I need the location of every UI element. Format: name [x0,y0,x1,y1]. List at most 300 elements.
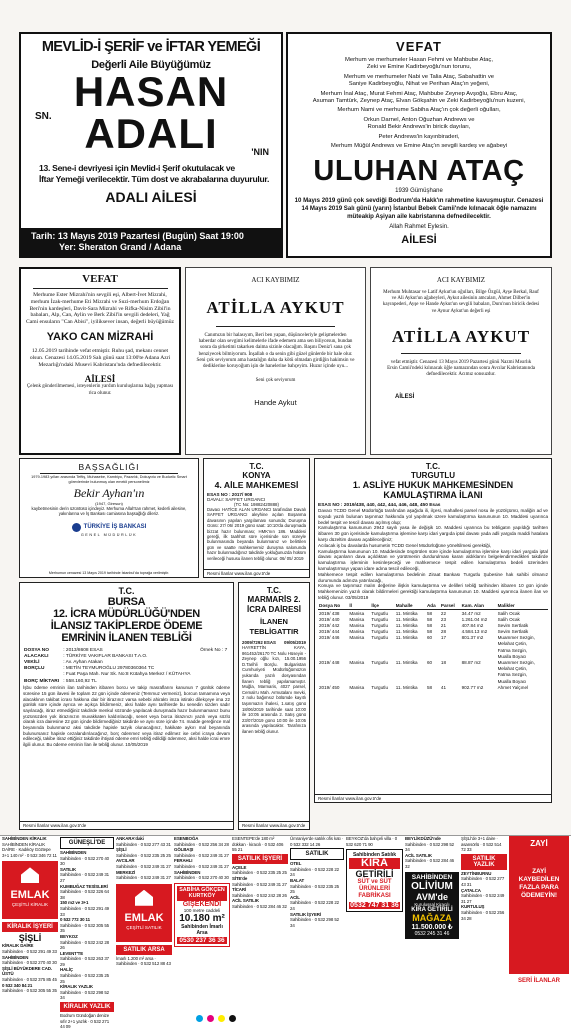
atilla2-family: AİLESİ [395,394,415,401]
table-cell: 28 [440,629,447,635]
table-cell: Turgutlu [371,684,388,690]
field-cell: Örnek No : 7 [200,647,228,653]
classified-line: Sahibinden · 0 532 235 25 25 [60,973,110,984]
table-cell: Fatma Sezgin, [497,672,528,678]
field-cell: ALACAKLI [24,653,49,659]
classified-line: ZAYİ [532,868,546,875]
mevlid-family: ADALI AİLESİ [105,189,197,205]
konya-footer-text: Resmi İlanlar www.ilan.gov.tr'de [207,571,271,576]
vefat-line: Peter Andrews'in kayınbiraderi, [378,133,460,140]
turgutlu-p3: Acılacak iş bu davalarda husumetin TCDD Genel Müdürlüğüne yöneltilmesi gerektiği, [318,542,492,548]
classified-header: SATILIK İŞYERİ [232,854,288,864]
classified-line: Sahibinden · 0 532 249 31 27 [116,875,171,881]
field-cell: : TÜRKİYE VAKIFLAR BANKASI T.A.O. [63,653,148,659]
classified-col-10 [509,836,569,1016]
seri-ilanlar-logo: SERİ İLANLAR [518,978,560,984]
mevlid-suffix: 'NIN [251,147,269,157]
vefat-birth: 1939 Gümüşhane [395,188,443,195]
classified-line: KİRALIK YAZLIK [60,984,93,990]
classified-col-9 [461,836,507,1016]
fabrika-big: KİRA [349,858,400,869]
emlak-logo-sub: ÇEŞİTLİ SATILIK [126,924,162,930]
table-cell: 60 [426,635,433,641]
bekir-text: 1979-1983 yılları arasında Teftiş, Muhasebe, Kambiyo, Pazarlık, Dokuyotu ve Buduriic Smart görevlerinde bulunmuş olan emekli personelimiz [31,475,187,484]
classified-line: Sahibinden · 0 532 249 31 27 [461,893,505,904]
classified-line: Sahibinden · 0 532 249 31 27 [60,872,110,883]
classified-line: Sahibinden · 0 532 235 25 25 [232,870,287,876]
vefat-line: Merhum Müğül Andrews ve Emine Ataç'ın sevgili kardeş ve ağabeyi [330,143,508,150]
table-cell: 11. Mintika [395,622,418,628]
emlak-logo: EMLAK [10,889,50,902]
table-cell: 22 [440,610,447,616]
bursa-city: BURSA [107,596,146,608]
atilla2-name: ATİLLA AYKUT [391,326,531,346]
classified-line: Sahibinden · 0 532 298 52 34 [290,917,340,928]
classified-line: 150 m2 ve 3+1 [60,900,89,906]
table-cell: 58 [426,616,433,622]
turgutlu-ilan: KAMULAŞTIRMA İLANI [383,490,483,500]
classified-line: ŞİŞLİ BÜYÜKDERE CAD. ÜSTÜ [2,965,52,977]
classified-lines [290,861,344,928]
emlak-logo-block [116,884,172,942]
sabiha-type: Sahibinden İmarlı Arsa [181,923,223,936]
table-cell: 21 [440,622,447,628]
table-header [318,603,548,610]
classified-text: SAHİBİNDEN KİRALIK DAİRE · Kadıköy Göztepe 3+1 140 m² · 0 532 346 72 11 [2,841,57,858]
atilla1-text: Canımızın bir halasıyım, Beri ben yapan, düşünceleriyle gelişmelerden haberdar olan sevgimi kelimelerle ifade edemem ama sen biliyorsun, bundan sonra da şirketimi takarken daima sizinle olacağım. Başını Deniz'i sana çok benziyecek bilmiyorum. İnşallah o da senin gibi güzel günlerde bir hale olur. Seni çok seviyorum ama hastalığın daha da kötü olmadan girdiğin hakimsin ve dediklerine koruyoğum işin de hanelerine bahçeyim. Huzur içinde uyu... [196,333,355,370]
atilla2-text-2: vefat etmiştir. Cenazesi 13 Mayıs 2019 Pazartesi günü Nazmi Mısırlık Ersin Camii'ndeki kılınacak öğle namazından sonra Avcılar Kabristanında defnedilecektir. Acımız sonsuzdur. [387,359,535,378]
classified-line: Sahibinden · 0 532 242 28 26 [60,939,110,951]
table-cell: Mualla Boyacı [497,678,527,684]
table-cell: Manisa [349,616,365,622]
turgutlu-city: TURGUTLU [411,471,455,480]
mevlid-footer [21,228,281,256]
table-cell: Turgutlu [371,629,388,635]
isbank-logo [23,523,195,532]
vefat-line: Zeki ve Emine Kadirbeyoğlu'nun torunu, [366,64,472,71]
olivium-ad-box [405,872,459,939]
fabrika-title: SÜT ve SÜT ÜRÜNLERİ FABRİKASI [357,879,392,900]
zayi-head: ZAYİ [530,839,548,848]
table-cell: 88.87 m2 [461,660,481,666]
bursa-tc: T.C. [118,586,135,596]
yako-family: AİLESİ [84,374,116,385]
divider [40,473,178,474]
classified-line: AÇELE [232,864,247,870]
classified-line: ACİL SATILIK [405,852,432,858]
field-cell: : METİN TEYMUROĞLU 29780360364 TC [63,666,155,672]
atilla1-love: Seni çok seviyorum [255,378,296,384]
table-cell: Turgutlu [371,610,388,616]
isbank-dept: GENEL MÜDÜRLÜK [80,532,138,537]
table-cell: Manisa [349,660,365,666]
turgutlu-esas: ESAS NO : 2019/438, 440, 442, 444, 446, 448, 450 Esas [318,503,441,508]
field-cell [199,678,230,684]
vefat-line: Orkun Darnel, Anton Oğuzhan Andrews ve [363,116,475,123]
marmaris-esas: 2009/7292 ESAS [242,640,276,645]
classified-line: SAHİBİNDEN [174,869,201,875]
vefat-line: Asuman Tamtürk, Zeynep Ataç, Elvan Gökşahin ve Zeki Kadirbeyoğlu'nun kuzeni, [312,98,526,105]
mevlid-announcement [19,32,283,258]
classified-line: Sahibinden · 0 532 235 25 25 [290,883,340,895]
table-column-header: Ada [426,603,440,610]
classified-line: TİCARİ [232,887,247,893]
registration-mark [196,1015,203,1022]
atilla1-name: ATİLLA AYKUT [206,298,345,317]
turgutlu-kamulastirma-ilani [314,458,552,803]
bekir-years: (1947, Giresun) [95,501,123,507]
classified-line: OTEL [290,861,302,867]
mevlid-name-block [27,68,275,159]
table-column-header: Kam. Alan [461,603,497,610]
marmaris-court: MARMARİS 2. İCRA DAİRESİ [247,595,301,614]
table-cell: Melahat Çetin, [497,641,528,647]
vefat-wish: Allah Rahmet Eylesin. [389,223,449,231]
classified-line: Sahibinden · 0 532 375 85 45 [2,976,57,982]
table-cell: 2019/ 438 [319,610,340,616]
classified-line: ESENBOĞA [174,836,199,841]
classified-line: FERAHLI [174,858,193,864]
kamulastirma-table [318,603,548,691]
table-cell: Sevim Sertlatik [497,622,529,628]
table-cell: 2019/ 446 [319,635,340,641]
classified-line: BEYKOZ [60,933,78,939]
isbank-icon [72,523,81,532]
classified-line: Sahibinden · 0 532 298 52 34 [405,841,455,853]
table-cell: 11. Mintika [395,629,418,635]
table-column-header: Mahalle [395,603,426,610]
fabrika-phone: 0532 747 31 36 [350,902,399,910]
classified-line: ÖDEMEYİN! [521,892,557,899]
fabrika-big-2: GETİRİLİ [355,869,394,880]
table-column-header: İlçe [370,603,394,610]
classified-lines [232,865,288,910]
marmaris-text: HAYRETTİN KAYA, 861452/26170 TC Nolu Hüseyin - Zeynep oğlu kızı, 15.00.1956 D.Tarihli Borçlu. Bulgaristan Cumhuriyeti Müdürlüğümüzün yukarıda yazılı dosyasından İlanen tebliğ yapılamamıştır. Muğla, Marmaris, 4027 parsel, Cemalı'u Mah. Armutalanı mevki, 2 nolu bağımsız bölümde kayıtlı taşınmazın ihalesi, 1.satış günü 18/06/2019 tarihinde saat 10:00 ile 10:05 arasında 2. Satış günü 23/07/2019 günü 10:00 ile 10:05 arasında yapılacaktır. Tarafınıza ilanen tebliğ olunur. [242,645,306,734]
sabiha-title: SABİHA GÖKÇEN KURTKÖY [177,886,227,901]
classified-lines [60,850,114,1001]
atilla1-sign: Hande Aykut [254,398,297,408]
emlak-logo: EMLAK [124,911,164,924]
table-cell: Turgutlu [371,660,388,666]
classified-head: SAHİBİNDEN KİRALIK [2,836,47,841]
bursa-footer-text: Resmi İlanlar www.ilan.gov.tr'de [23,823,87,828]
bursa-court: 12. İCRA MÜDÜRLÜĞÜ'NDEN [53,608,200,620]
table-cell: Mualla Boyacı [497,653,527,659]
classified-text: ŞİŞLİ'de 3+1 daire · asansörlü · 0 532 514 72 33 [461,836,502,853]
mevlid-desc-1: 13. Sene-i devriyesi için Mevlid-i Şerif okutulacak ve [39,163,235,173]
table-cell: Turgutlu [371,622,388,628]
zayi-ad-box [509,836,569,974]
sabiha-place: GİŞEKENDİ [182,900,222,908]
table-cell: Manisa [349,629,365,635]
classified-line: SATILIK İŞYERİ [290,911,321,917]
classified-line: Sahibinden · 0 532 249 31 27 [116,863,171,869]
classified-col-2 [60,836,114,1030]
vefat-yako-can-mizrahi [19,267,181,455]
table-column-header: İl [348,603,370,610]
classified-lines [405,836,459,870]
table-cell: Melahat Çetin, [497,666,528,672]
yako-note: Çelenk gönderilmemesi, isteyenlerin yardım kuruluşlarına bağış yapması rica olunur. [26,384,174,396]
olivium-head: SAHİBİNDEN [411,873,453,881]
registration-mark [229,1015,236,1022]
olivium-phone: 0532 245 31 46 [414,930,450,937]
classified-line: AVCILAR [116,858,135,864]
classified-line: Sahibinden · 0 532 249 31 27 [174,863,229,869]
bursa-footer [20,821,233,829]
turgutlu-footer-text: Resmi İlanlar www.ilan.gov.tr'de [318,796,382,801]
mevlid-desc-2: İftar Yemeği verilecektir. Tüm dost ve akrabalarına duyurulur. [39,174,270,184]
table-cell: 11. Mintika [395,684,418,690]
classified-line: Sahibinden · 0 532 298 52 34 [60,989,110,1001]
table-cell: 58 [426,684,433,690]
table-column-header: Malikler [497,603,548,610]
atilla2-text: Merhum Muhtasar ve Latif Aykut'un oğulları, Bilge Özgül, Ayşe Berkal, Rauf ve Ali Aykut'un ağabeyleri, Aykut ailesinin amcaları, Ahmet Dilber'in kayınpederi, Ayşe ve Hande Aykut'un sevgili babaları, Duru'nun biricik dedesi ve Aynur Aykut'un değerli eşi [382,290,540,314]
bekir-footer: Merhumun cenazesi 13 Mayıs 2019 tarihinde İstanbul'da toprağa verilmiştir. [48,571,170,575]
konya-aile-mahkemesi [203,458,310,578]
sabiha-detail: 100 metre caddeli [183,907,221,913]
turgutlu-footer [315,794,551,802]
table-cell: 11. Mintika [395,660,418,666]
classified-line: BALAT [290,877,305,883]
classified-line: KUMBUĞAZ TESİSLERİ [60,883,108,889]
vefat-uluhan-atac [286,32,552,258]
table-cell: 60 [426,660,433,666]
field-cell: : 2013/8608 ESAS [63,647,103,653]
classified-line: Sahibinden · 0 532 249 31 27 [174,852,229,858]
table-cell: 34.47 m2 [461,610,481,616]
olivium-avm: AVM'de [416,891,448,902]
turgutlu-tc: T.C. [425,462,441,471]
classified-line: HALİÇ [60,967,73,973]
table-column-header: Dosya No [318,603,348,610]
mevlid-first-name: HASAN [73,68,229,115]
turgutlu-p2: Kamulaştırma kanununun 2942 sayılı yasa ile değişik 10. Maddesi uyarınca bu tebligatın yapıldığı tarihten itibaren 30 gün içerisinde kamulaştırma işlemine karşı idari yargıda iptal davası yada adli yargıda maddi hatalara karşı düzeltim davası açabileceğiniz; [318,525,548,542]
mevlid-prefix: SN. [35,111,52,122]
table-cell: Manisa [349,610,365,616]
yako-title: VEFAT [82,273,118,285]
fabrika-ad-box [346,849,403,912]
classified-line: ACİL [290,894,300,900]
classified-line: Sahibinden · 0 532 277 43 31 [461,876,505,887]
classified-line: KURTULUŞ [461,904,485,910]
vefat-paragraph: 10 Mayıs 2019 günü çok sevdiği Bodrum'da Hakk'ın rahmetine kavuşmuştur. Cenazesi 14 Mayıs 2019 Salı günü (yarın) İstanbul Bebek Camii'nde kılınacak öğle namazını müteakip Aşiyan aile kabristanına defnedilecektir. [294,197,544,220]
table-cell: Sevim Sertlatik [497,629,529,635]
marmaris-tc: T.C. [266,586,282,595]
classified-line: Sahibinden · 0 532 235 25 25 [116,852,171,858]
house-icon [21,867,39,883]
konya-court: 4. AİLE MAHKEMESİ [214,480,299,490]
table-cell: 23 [440,616,447,622]
table-cell: 18 [440,660,447,666]
turgutlu-court: 1. ASLİYE HUKUK MAHKEMESİNDEN [352,480,514,490]
classified-line: Sahibinden · 0 532 305 55 35 [2,988,57,994]
classified-line: KİRALIK DAİRE [2,943,34,949]
table-cell: Manisa [349,622,365,628]
field-row [23,678,230,684]
zayi-lines [511,868,567,900]
vefat-line: Merhum ve merhumeler Nabi ve Talia Ataç, Sabahattin ve [343,73,495,80]
atilla2-title: ACI KAYBIMIZ [436,276,486,284]
classified-line: Sahibinden · 0 532 249 31 27 [232,881,287,887]
bekir-name: Bekir Ayhan'ın [73,486,145,501]
classified-line: ACİL SATILIK [232,898,259,904]
mevlid-date: Tarih: 13 Mayıs 2019 Pazartesi (Bugün) Saat 19:00 [31,231,244,241]
bursa-ilan: İLANSIZ TAKİPLERDE ÖDEME EMRİNİN İLANEN TEBLİĞİ [50,620,203,644]
table-cell: 2019/ 440 [319,616,340,622]
classified-text: BEYKOZ'da bahçeli villa · 0 532 620 71 90 [346,836,398,847]
konya-city: KONYA [242,471,271,480]
table-cell: 2019/ 448 [319,660,340,666]
vefat-title: VEFAT [396,39,442,54]
classified-line: SAHİBİNDEN [60,850,87,855]
table-cell: 2019/ 442 [319,622,340,628]
classified-col-5 [232,836,288,1016]
table-cell: Manisa [349,684,365,690]
fabrika-head: Sahibinden Satılık [352,852,397,859]
konya-footer [204,569,309,577]
sabiha-area: 10.180 m² [179,912,225,924]
marmaris-ilan: İLANEN TEBLİGATTIR [249,617,299,636]
classified-line: LEVENT'TE [60,950,84,956]
classified-line: ŞİŞLİ [116,847,127,853]
table-cell: Muammer Sezgin, [497,660,535,666]
konya-esas: ESAS NO : 2017/ 908 [207,492,253,497]
bursa-text: İşbu ödeme emrinin ilan tarihinden itibaren borcu ve takip masraflarını kanunun 7 günlük ödeme süresine 15 gün ilavesi ile toplam 22 gün içinde ödemeniz (Temmuz vermeniz), borcun tamamına veya alacaklının takibat icrası hakkına dair bir itirazınız varsa sebebi ahiraktı imza istirakı dilekçeye ima 22 günlük süre içinde ayrıca ve açıkça bildirmeniz, aksi halde aynı tarihlerde bu senedin sizden sadır sayılacağı, itiraz etmediğiniz takdirde menkul sözünde yapılacak duruşmada hazır bulunmamanız bunu yüzünüzden yok itirazınızın muvakkaten kaldırılacağı, senet veya borca itirazınızı yazılı veya sözlü olarak icra dairesine 22 gün içinde bildirmediğiniz takdirde ve aynı süre içinde 74. madde gereğince mal beyanında bulunmanız aksi takdirde hapisle tazyik olunacağınız, hakikate aykırı mal beyanında bulunursanız hapisle cezalandırılacağınız, borç ödenmez veya itiraz edilmez ise cebri icraya devam edileceği, takibe itiraz ettiğiniz takdirde ihtiyati ödeme emri tebliğ edildiği ödenmez, aksi halde icrai emre ilgili olunur. Bu ödeme emrinin İlan ile tebliğ olunur. 10/05/2019 [23,685,230,748]
classified-line: FAZLA PARA [519,884,559,891]
classified-line: Sahibinden · 0 532 228 22 24 [290,866,340,878]
table-cell: 1.261.04 m2 [461,616,488,622]
classified-line: Sahibinden · 0 532 291 49 33 [2,948,57,954]
classified-text: Ümraniye'de satılık ofis katı · 0 532 332 14 26 [290,836,344,847]
field-cell: : Fuat Paşa Mah. Nur Sk. No:8 Kütahya Merkez / KÜTAHYA [63,672,191,678]
vefat-name: ULUHAN ATAÇ [313,155,525,188]
vefat-line: Saniye Kadirbeyoğlu, Nihat ve Perihan Ataç'ın yeğeni, [348,81,490,88]
field-cell: : Av. Ayhan Atakan [63,659,103,665]
olivium-magaza: MAĞAZA [412,912,452,923]
classified-line: ANKARA'daki [116,836,144,841]
table-cell: 2019/ 450 [319,684,340,690]
yako-text: Merhume Ester Mizrahi'nin sevgili eşi, Albert-İvet Mizrahi, merhum İzak-merhume Eti Mizrahi ve Suzi-merhum Erdoğan Beri'nin kardeşleri, Davit-Sara Mizrahi ve Rifka-Nisim Zibil'in babaları, Alp, Can, Aylin ve Berk Zibil'in sevgili dedeleri, Yağ Cami ensuların "Can Abisi", iyiliksever insan, değerli büyüğümüz [26,292,174,326]
konya-tc: T.C. [249,462,264,471]
bekir-text-2: kaybetmesinin derin üzüntüsü içindeyiz. Merhuma Allah'tan rahmet, kederli ailesine, yakınlarına ve İş Bankası camiasına başsağlığı dileriz. [31,506,187,517]
classified-line: ÇATALCA [461,887,481,893]
mevlid-last-name: ADALI [84,110,218,157]
mevlid-subtitle: Değerli Aile Büyüğümüz [91,59,211,71]
table-cell: Fatma Sezgin, [497,647,528,653]
classified-line: Sahibinden · 0 532 228 22 24 [290,900,340,911]
yako-text-2: 12.05.2019 tarihinde vefat etmiştir. Ruhu şad, mekanı cennet olsun. Cenazesi 14.05.2019 Salı günü saat 13:00'te Adana Azri Mezarlığı'ndaki Musevi Kabristanı'nda defnedilecektir. [29,347,171,368]
mevlid-title: MEVLİD-İ ŞERİF ve İFTAR YEMEĞİ [41,39,261,55]
table-column-header: Parsel [440,603,461,610]
divider [401,353,521,354]
table-cell: Ahmet Yalçınel [497,684,529,690]
emlak-logo-block [2,861,58,919]
classified-line: Sahibinden · 0 532 256 34 28 [174,841,229,847]
bekir-title: BAŞSAĞLIĞI [78,462,140,472]
registration-mark [207,1015,214,1022]
classified-line: 0 532 772 30 11 [60,917,90,923]
table-cell: Muammer Sezgin, [497,635,535,641]
marmaris-footer [239,821,309,829]
table-cell: 11. Mintika [395,635,418,641]
isbank-name: TÜRKİYE İŞ BANKASI [83,524,147,531]
classified-text: Bodrum Gündoğan denize sıfır 2+1 yazlık · 0 532 271 44 09 [60,1013,110,1030]
table-cell: Salih Ocak [497,616,520,622]
classified-line: Sahibinden · 0 532 284 46 32 [405,858,455,869]
vefat-line: Merhum İnal Ataç, Murat Fehmi Ataç, Mahbube Zeynep Avşoğlu, Ebru Ataç, [320,90,518,97]
mevlid-place: Yer: Sheraton Grand / Adana [59,242,182,252]
classified-line: SATILIK [60,866,77,872]
field-cell: BORÇ MİKTARI [24,678,60,684]
bursa-fields [23,647,230,684]
table-cell: 58 [426,629,433,635]
table-cell: Turgutlu [371,616,388,622]
classified-col-8 [405,836,459,1016]
bursa-icra-mudurlugu [19,582,234,830]
registration-mark [218,1015,225,1022]
field-cell: : 558.160,92 TL [63,678,97,684]
atilla1-title: ACI KAYBIMIZ [251,276,300,284]
classified-lines [461,871,507,921]
turgutlu-p5: Mahkemece tespit edilen kamulaştırma bedelinin Ziraat Bankası Turgutlu Şubesine hak sahibi olmanız durumunda adınıza yatırılacağı, [318,571,548,583]
classified-header: SATILIK YAZLIK [461,854,507,870]
table-cell: 17 [440,635,447,641]
classified-header: SATILIK ARSA [116,945,172,955]
classified-col-1 [2,836,58,1016]
vefat-line: Merhum Nami ve merhume Sabiha Ataç'ın çok değerli oğulları, [337,107,501,114]
vefat-line: Ronald Bekir Andrews'in biricik dayıları, [367,124,471,131]
classified-line: Sahibinden · 0 532 305 55 35 [60,922,110,934]
classified-header: SATILIK [290,848,344,860]
emlak-logo-sub: ÇEŞİTLİ KİRALIK [11,902,49,908]
classified-line: MERKEZİ [116,869,136,875]
classified-line: Sahibinden · 0 532 277 43 31 [116,841,171,847]
sabiha-ad-box [174,883,230,947]
table-cell: 58 [426,622,433,628]
table-cell: 4.584.13 m2 [461,629,488,635]
divider [33,288,168,289]
classified-line: 0 532 340 84 21 [2,982,33,988]
table-cell: Salih Ocak [497,610,520,616]
classified-line: ZEYTİNBURNU [461,870,492,876]
konya-text: Davacı HATİCE ALAN URGANCI tarafından Davalı SAFFET URGANCI aleyhine açılan Boşanma davasının yapılan yargılaması sonunda; Duruşma Günü: 27/ 06/ 2019 günü saat: 10:10'da duruşmada bizzat hazır bulunması; HMK'nın 186. Maddesi gereği, ilk taahhüt süre içerisinde son süreyle bulunmasında beyanda bulunmanız ve belirtilen gün ve saatte mahkememiz duruşma salonunda hazır bulunmadığınız takdirde yokluğunuzda hüküm verileceği hususu ilanen tebliğ olunur. 06/ 05/ 2019 [207,507,306,561]
vefat-family: AİLESİ [401,233,437,246]
classified-line: SAHİBİNDEN [2,954,29,960]
table-cell: Turgutlu [371,635,388,641]
olivium-detail: Kuruluşsal Kiracılı [414,901,450,907]
table-row [318,684,548,690]
table-row [318,609,548,616]
house-icon [135,890,153,906]
olivium-price: 11.500.000 ₺ [411,923,453,931]
classified-text: ESENTEPE'de 180 m² dükkan · kiracılı · 0 532 406 55 21 [232,836,284,853]
aci-kaybimiz-hande [185,267,366,455]
turgutlu-p4: Kamulaştırma kanununun 10. Maddesinde öngörülen süre içinde kamulaştırma işlemine karşı idari yargıda iptal davası açanların dava açıldıktan ve yürütmenin durdurulması kararı aldıklarını belgelendirmedikleri takdirde kamulaştırma işleminin kesinleşeceği ve mahkemece tespit edilen kamulaştırma bedeli üzerinden kamulaştırmayı yapan idare adına tescil edileceği, [318,548,548,571]
field-cell: VEKİLİ [24,659,40,665]
classified-line: Sahibinden · 0 532 326 64 38 [60,889,110,900]
table-cell: 11. Mintika [395,610,418,616]
marmaris-footer-text: Resmi İlanlar www.ilan.gov.tr'de [242,823,306,828]
table-cell: 902.77 m2 [461,684,484,690]
vefat-relatives [293,57,545,150]
classified-line: Sahibinden · 0 532 242 28 26 [232,892,287,898]
turgutlu-p6: Konuya ve taşınmaz malın değerine ilişkin kamulaştırma ve delilleri tebliğ tarihinden itibaren 10 gün içinde Mahkemenizin yazılı olarak bildirmeleri gerektiği kamulaştırma kanununun 10. Maddesi uyarınca ilanen ilan ve tebliğ olunur. 03/05/2019 [318,583,548,600]
konya-tc-no: (TC No: 19882420888) [234,502,279,507]
field-cell: BORÇLU [24,666,45,672]
olivium-kira: KİRA GETİRİLİ [411,906,453,913]
table-cell: Manisa [349,635,365,641]
